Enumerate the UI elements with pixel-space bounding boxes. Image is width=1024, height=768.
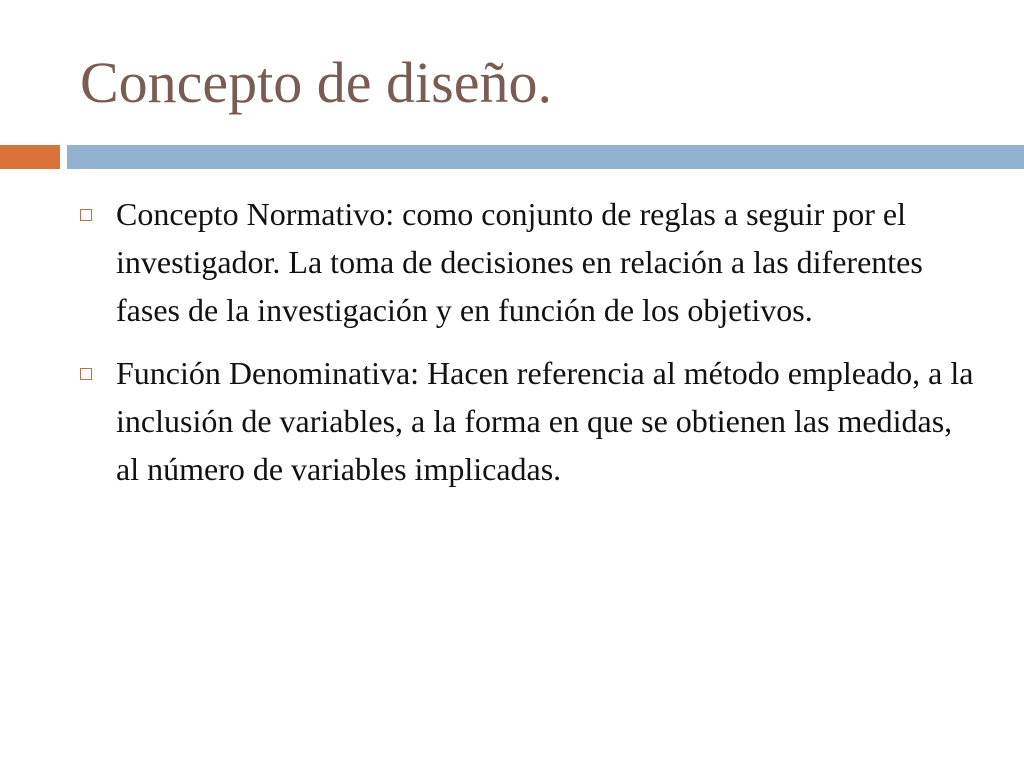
bullet-text: Concepto Normativo: como conjunto de reglas a seguir por el investigador. La toma de decisiones en relación a las diferentes fases de la investigación y en función de los objetivos. [116, 196, 923, 328]
bullet-item [78, 349, 978, 493]
accent-bar-blue [67, 145, 1024, 169]
bullet-text: Función Denominativa: Hacen referencia al método empleado, a la inclusión de variables, a la forma en que se obtienen las medidas, al número de variables implicadas. [116, 355, 974, 487]
square-outline-bullet-icon [80, 368, 92, 380]
accent-bar-orange [0, 145, 60, 169]
bullet-list [78, 190, 978, 508]
square-outline-bullet-icon [80, 209, 92, 221]
bullet-item [78, 190, 978, 334]
slide-title: Concepto de diseño. [80, 50, 552, 115]
